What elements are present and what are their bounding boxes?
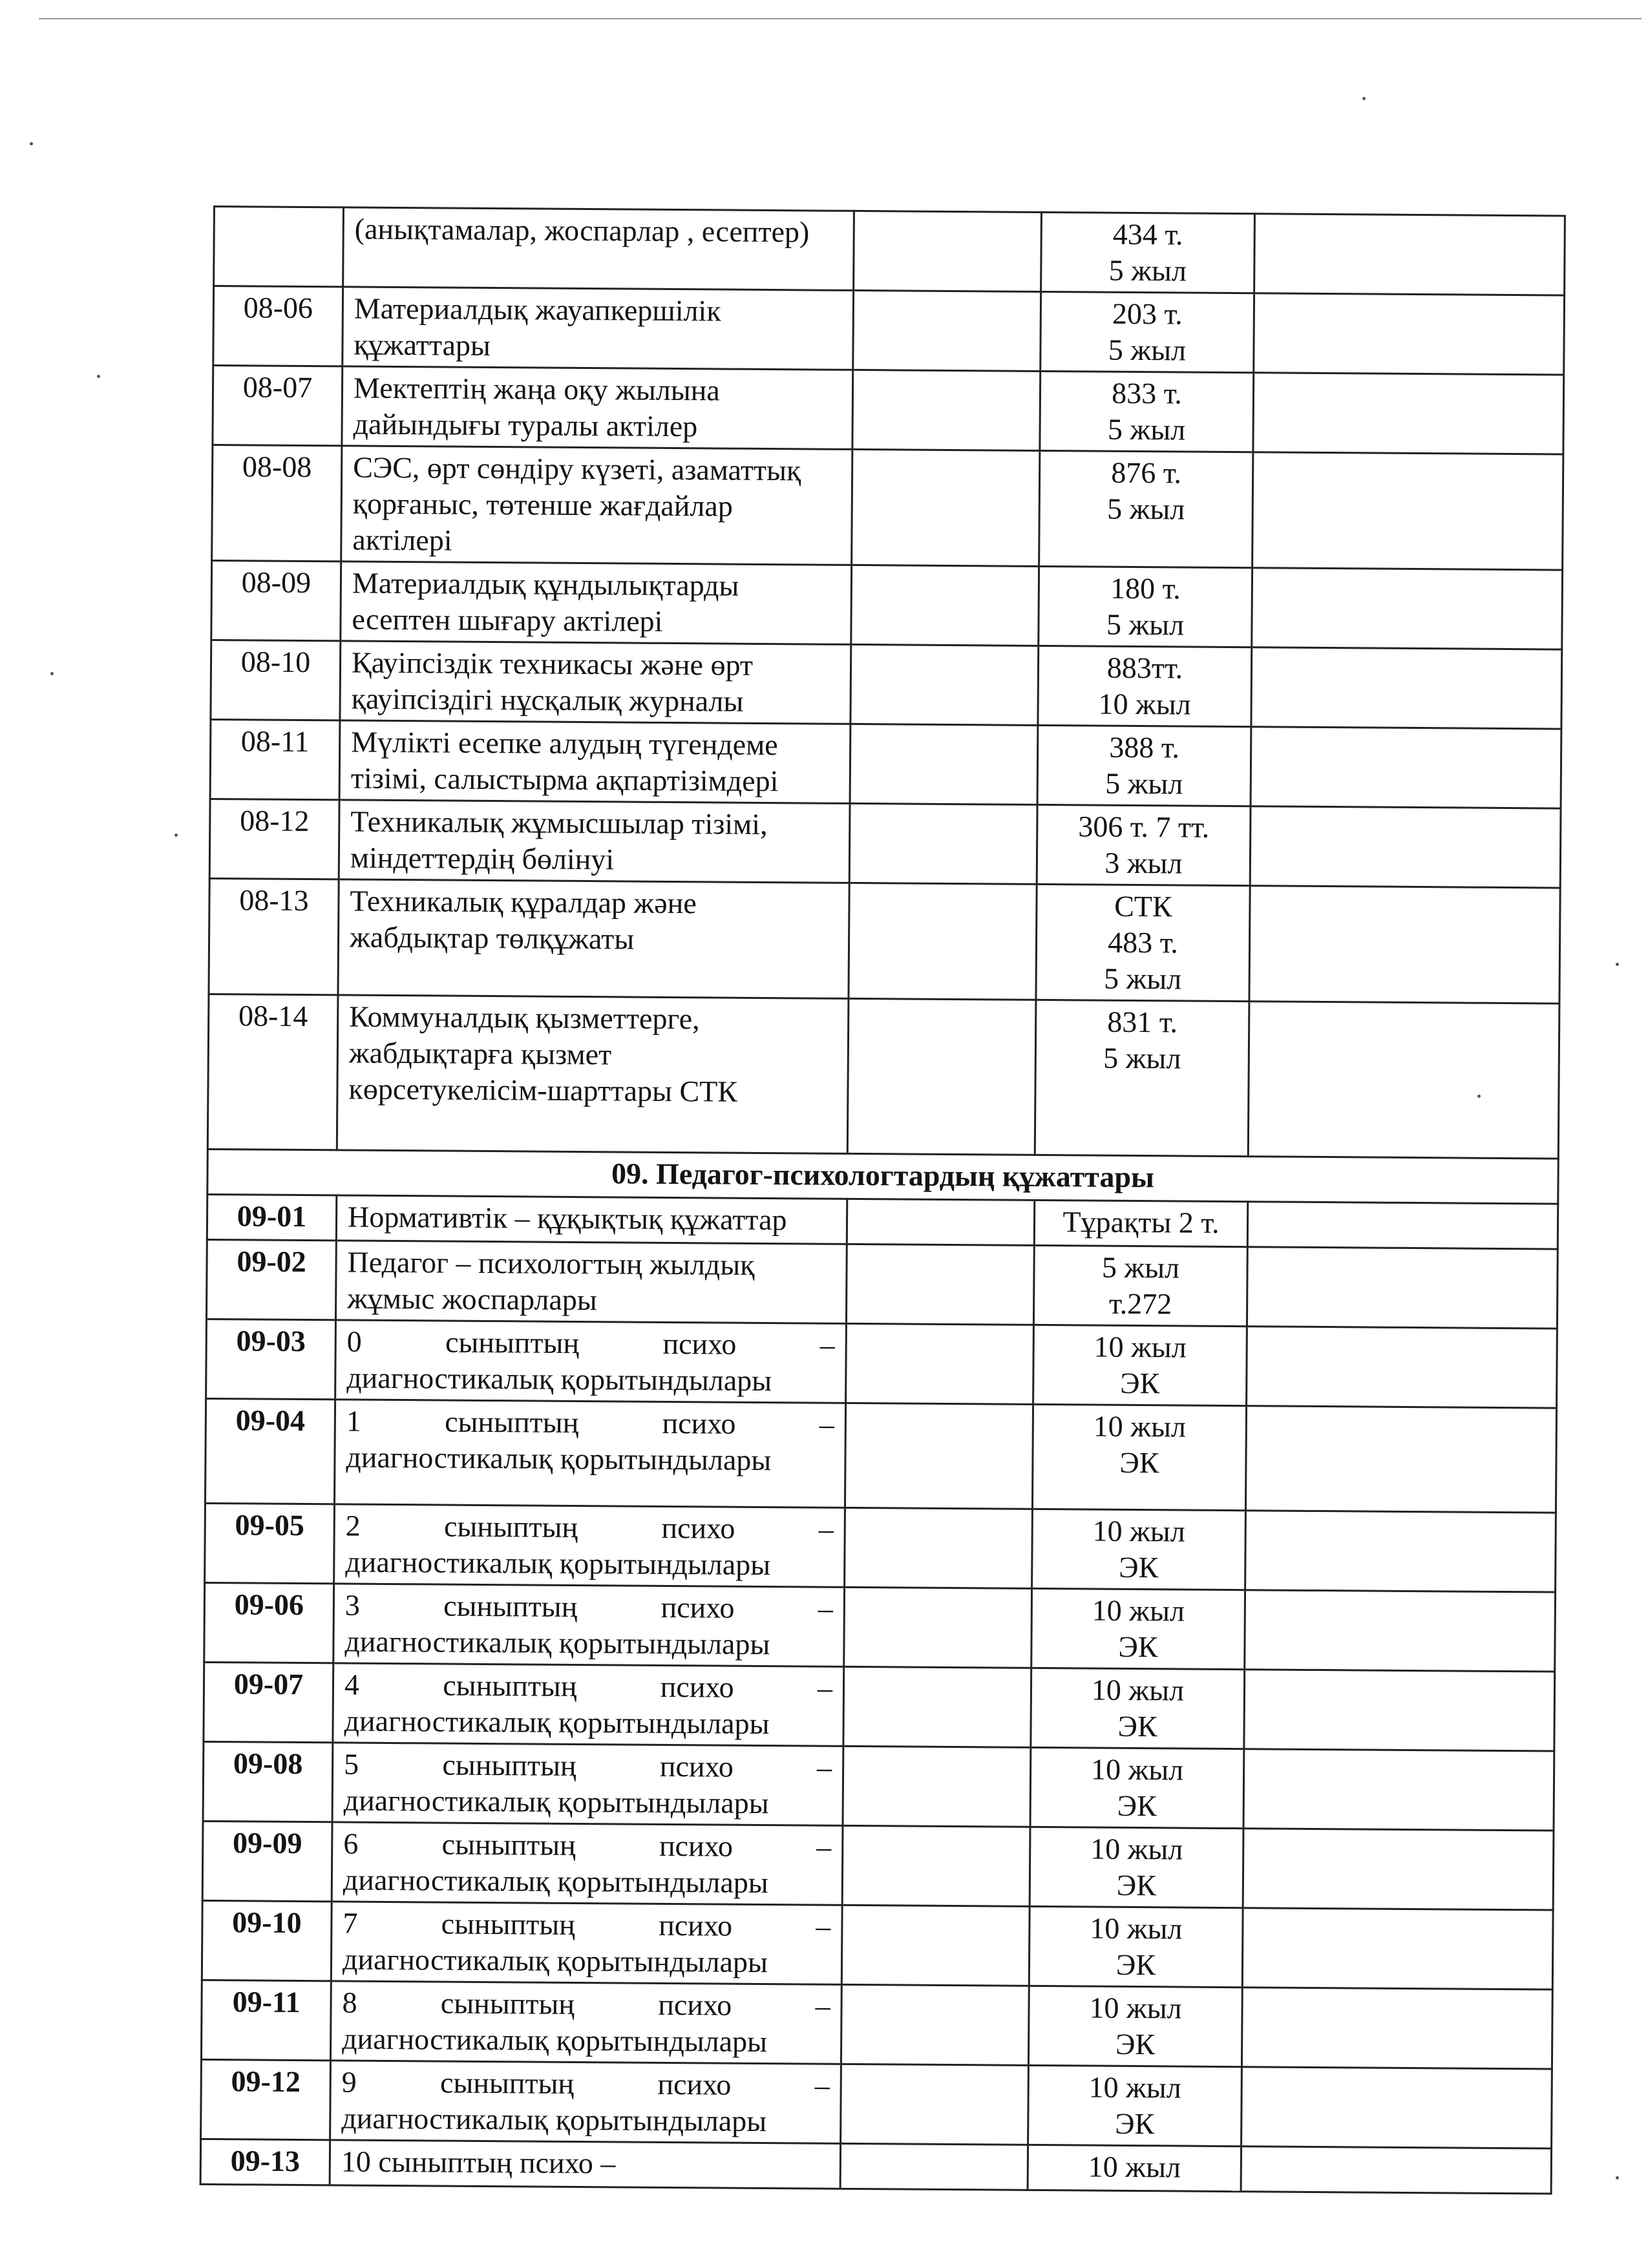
- copies-count-cell: [849, 883, 1037, 1000]
- table-row: [202, 1900, 1553, 1990]
- document-title-cell: [330, 2140, 840, 2189]
- document-title-line: есептен шығару актілері: [352, 602, 663, 638]
- copies-count-cell: [852, 370, 1041, 450]
- document-title-line: тізімі, салыстырма ақпартізімдері: [350, 761, 779, 798]
- retention-term-line: 388 т.: [1109, 730, 1180, 764]
- scan-speck: [97, 375, 100, 378]
- copies-count-cell: [845, 1403, 1033, 1509]
- retention-term-line: ЭК: [1117, 1709, 1157, 1743]
- notes-cell: [1247, 1202, 1558, 1249]
- table-row: [207, 994, 1559, 1159]
- copies-count-cell: [853, 290, 1041, 371]
- copies-count-cell: [840, 2143, 1028, 2190]
- retention-term-cell: [1041, 212, 1255, 293]
- notes-cell: [1241, 2147, 1551, 2194]
- index-code-cell: 09-11: [201, 1980, 331, 2060]
- document-title-line: Мүлікті есепке алудың түгендеме: [351, 725, 778, 762]
- notes-cell: [1243, 1749, 1554, 1831]
- table-row: [212, 445, 1563, 571]
- retention-term-cell: [1033, 1245, 1247, 1326]
- document-title-line: диагностикалық қорытындылары: [344, 1704, 770, 1741]
- document-title-cell: [342, 366, 853, 450]
- document-title-cell: [341, 446, 852, 565]
- retention-term-line: ЭК: [1115, 2106, 1155, 2141]
- retention-term-line: 10 жыл: [1089, 1991, 1182, 2025]
- document-title-line: жабдықтарға қызмет: [348, 1036, 612, 1071]
- retention-term-line: 5 жыл: [1105, 766, 1183, 801]
- retention-term-line: 10 жыл: [1093, 1330, 1187, 1364]
- document-title-line: 2 сыныптың психо –: [345, 1509, 834, 1546]
- index-code-cell: 08-13: [209, 878, 339, 994]
- document-title-line: диагностикалық қорытындылары: [341, 2101, 767, 2138]
- index-code-cell: 08-11: [210, 719, 340, 799]
- table-row: [209, 799, 1561, 888]
- retention-term-cell: [1039, 566, 1252, 647]
- document-title-line: Нормативтік – құқықтық құжаттар: [347, 1200, 787, 1237]
- document-title-line: 0 сыныптың психо –: [346, 1325, 835, 1361]
- index-code-cell: 08-12: [209, 799, 339, 879]
- document-title-line: 6 сыныптың психо –: [343, 1827, 832, 1864]
- document-title-line: Қауіпсіздік техникасы және өрт: [351, 646, 754, 682]
- document-title-line: көрсетукелісім-шарттары СТК: [348, 1072, 738, 1108]
- section-09-rows: [200, 1194, 1558, 2194]
- notes-cell: [1241, 1988, 1552, 2069]
- index-code-cell: 09-07: [204, 1662, 333, 1742]
- table-row: [204, 1582, 1556, 1672]
- document-title-line: Материалдық құндылықтарды: [352, 566, 739, 602]
- retention-term-line: т.272: [1108, 1286, 1172, 1321]
- retention-term-cell: [1028, 2145, 1241, 2191]
- copies-count-cell: [843, 1666, 1031, 1747]
- notes-cell: [1244, 1670, 1555, 1751]
- retention-term-cell: [1039, 450, 1253, 567]
- table-row: [201, 2059, 1552, 2148]
- copies-count-cell: [852, 449, 1040, 566]
- document-title-line: диагностикалық қорытындылары: [346, 1361, 772, 1398]
- index-code-cell: 08-09: [211, 560, 341, 640]
- document-title-cell: [332, 1822, 843, 1906]
- index-code-cell: 09-08: [203, 1741, 333, 1822]
- retention-term-line: 10 жыл: [1088, 2150, 1181, 2184]
- notes-cell: [1253, 373, 1564, 454]
- records-nomenclature-table: [200, 205, 1566, 2195]
- retention-term-line: 5 жыл: [1103, 961, 1182, 996]
- retention-term-line: ЭК: [1115, 1948, 1156, 1982]
- notes-cell: [1245, 1511, 1556, 1592]
- retention-term-line: 5 жыл: [1108, 333, 1187, 367]
- retention-term-cell: [1032, 1404, 1246, 1510]
- notes-cell: [1247, 1247, 1558, 1328]
- retention-term-cell: [1040, 371, 1254, 452]
- table-row: [202, 1821, 1554, 1910]
- document-title-line: СЭС, өрт сөндіру күзеті, азаматтық: [352, 450, 801, 487]
- document-title-cell: [333, 1663, 844, 1747]
- document-title-line: Педагог – психологтың жылдық: [347, 1245, 755, 1281]
- notes-cell: [1248, 1002, 1559, 1159]
- document-title-cell: [331, 1902, 842, 1985]
- table-row: [213, 286, 1565, 375]
- document-title-line: 10 сыныптың психо –: [341, 2145, 616, 2180]
- notes-cell: [1245, 1406, 1556, 1513]
- copies-count-cell: [847, 1199, 1034, 1245]
- index-code-cell: 09-09: [202, 1821, 332, 1901]
- index-code-cell: 09-04: [205, 1398, 335, 1504]
- notes-cell: [1254, 214, 1565, 295]
- retention-term-line: 180 т.: [1110, 571, 1181, 605]
- retention-term-cell: [1031, 1668, 1245, 1748]
- document-title-line: (анықтамалар, жоспарлар , есептер): [354, 212, 810, 249]
- index-code-cell: 09-03: [206, 1319, 336, 1399]
- notes-cell: [1254, 293, 1565, 375]
- retention-term-line: 5 жыл: [1101, 1250, 1180, 1285]
- retention-term-line: ЭК: [1115, 2027, 1156, 2061]
- retention-term-cell: [1033, 1325, 1247, 1405]
- retention-term-line: 3 жыл: [1104, 846, 1183, 880]
- notes-cell: [1252, 568, 1563, 649]
- retention-term-line: 883тт.: [1106, 651, 1183, 685]
- retention-term-cell: [1028, 1986, 1242, 2066]
- retention-term-line: 10 жыл: [1092, 1593, 1185, 1628]
- retention-term-line: 833 т.: [1112, 376, 1183, 410]
- copies-count-cell: [850, 644, 1039, 725]
- table-row: [205, 1503, 1556, 1592]
- document-title-cell: [343, 207, 854, 291]
- copies-count-cell: [842, 1825, 1030, 1906]
- index-code-cell: 09-05: [205, 1503, 335, 1583]
- table-row: [203, 1741, 1554, 1831]
- copies-count-cell: [841, 1905, 1030, 1986]
- retention-term-line: 10 жыл: [1092, 1514, 1185, 1548]
- document-title-cell: [332, 1743, 843, 1826]
- retention-term-cell: [1034, 1200, 1247, 1246]
- document-title-cell: [330, 2061, 841, 2144]
- retention-term-line: 5 жыл: [1103, 1041, 1181, 1075]
- retention-term-line: 831 т.: [1107, 1005, 1178, 1039]
- index-code-cell: 09-12: [201, 2059, 331, 2139]
- retention-term-line: 483 т.: [1108, 925, 1179, 960]
- index-code-cell: 08-10: [211, 640, 341, 720]
- copies-count-cell: [841, 2064, 1029, 2145]
- retention-term-line: ЭК: [1116, 1868, 1157, 1902]
- retention-term-line: Тұрақты 2 т.: [1062, 1205, 1220, 1239]
- copies-count-cell: [846, 1323, 1034, 1404]
- document-title-line: диагностикалық қорытындылары: [345, 1545, 771, 1582]
- document-title-line: Мектептің жаңа оқу жылына: [353, 371, 720, 407]
- document-title-line: құжаттары: [354, 328, 491, 362]
- retention-term-cell: [1035, 1000, 1249, 1156]
- retention-term-cell: [1037, 804, 1251, 885]
- retention-term-cell: [1038, 646, 1252, 726]
- retention-term-line: СТК: [1114, 889, 1172, 923]
- document-title-line: 1 сыныптың психо –: [346, 1404, 835, 1441]
- index-code-cell: 09-01: [207, 1194, 336, 1240]
- copies-count-cell: [846, 1244, 1034, 1325]
- index-code-cell: 09-10: [202, 1900, 332, 1980]
- index-code-cell: 09-06: [204, 1582, 334, 1663]
- index-code-cell: 08-14: [207, 994, 338, 1150]
- document-title-cell: [337, 995, 849, 1154]
- document-title-cell: [340, 641, 851, 724]
- document-title-line: диагностикалық қорытындылары: [342, 2022, 768, 2059]
- table-row: [214, 207, 1565, 296]
- retention-term-cell: [1028, 2065, 1242, 2146]
- document-title-line: 3 сыныптың психо –: [344, 1588, 834, 1625]
- document-title-cell: [335, 1241, 847, 1324]
- retention-term-line: 10 жыл: [1088, 2070, 1181, 2105]
- notes-cell: [1250, 806, 1561, 888]
- document-title-line: қорғаныс, төтенше жағдайлар: [352, 487, 733, 523]
- index-code-cell: 09-02: [206, 1239, 336, 1319]
- retention-term-line: 5 жыл: [1106, 607, 1185, 642]
- index-code-cell: 08-06: [213, 286, 343, 366]
- scan-speck: [30, 142, 33, 145]
- notes-cell: [1243, 1829, 1554, 1910]
- table-row: [206, 1319, 1558, 1408]
- document-title-line: Техникалық жұмысшылар тізімі,: [350, 804, 768, 841]
- document-title-cell: [336, 1195, 847, 1244]
- notes-cell: [1241, 2067, 1552, 2148]
- document-title-cell: [339, 800, 850, 883]
- document-title-line: Коммуналдық қызметтерге,: [349, 1000, 700, 1036]
- document-title-cell: [334, 1400, 845, 1508]
- retention-term-line: 10 жыл: [1093, 1409, 1187, 1444]
- retention-term-line: 306 т. 7 тт.: [1078, 810, 1210, 844]
- table-row: [210, 719, 1561, 808]
- document-title-cell: [341, 562, 852, 645]
- scan-speck: [50, 672, 54, 675]
- table-row: [209, 878, 1560, 1003]
- copies-count-cell: [843, 1746, 1031, 1827]
- retention-term-line: 10 жыл: [1090, 1911, 1183, 1946]
- document-title-line: диагностикалық қорытындылары: [343, 1863, 768, 1900]
- retention-term-line: 10 жыл: [1090, 1832, 1183, 1866]
- document-title-line: 8 сыныптың психо –: [342, 1986, 830, 2022]
- retention-term-line: 5 жыл: [1107, 492, 1185, 526]
- document-title-line: 5 сыныптың психо –: [343, 1747, 832, 1784]
- scan-speck: [174, 834, 178, 837]
- retention-term-cell: [1029, 1906, 1243, 1987]
- document-title-line: диагностикалық қорытындылары: [342, 1942, 768, 1979]
- document-title-line: актілері: [352, 523, 452, 557]
- index-code-cell: 08-07: [213, 366, 343, 446]
- index-code-cell: [214, 207, 344, 287]
- document-title-line: Техникалық құралдар және: [350, 884, 697, 920]
- scan-speck: [1616, 2176, 1619, 2179]
- document-title-line: жұмыс жоспарлары: [347, 1281, 597, 1317]
- document-title-line: міндеттердің бөлінуі: [350, 841, 615, 876]
- document-title-cell: [335, 1320, 847, 1403]
- document-title-line: диагностикалық қорытындылары: [344, 1624, 770, 1661]
- scan-speck: [1362, 97, 1366, 100]
- table-row: [204, 1662, 1555, 1751]
- notes-cell: [1249, 886, 1560, 1003]
- document-title-line: жабдықтар төлқұжаты: [349, 920, 635, 956]
- notes-cell: [1247, 1327, 1558, 1408]
- retention-term-line: ЭК: [1119, 1550, 1159, 1584]
- retention-term-cell: [1036, 884, 1250, 1001]
- notes-cell: [1252, 452, 1563, 570]
- retention-term-cell: [1030, 1827, 1243, 1907]
- document-title-line: 4 сыныптың психо –: [344, 1668, 833, 1705]
- index-code-cell: 09-13: [200, 2139, 330, 2185]
- table-row: [206, 1239, 1558, 1328]
- copies-count-cell: [844, 1587, 1032, 1668]
- scan-speck: [1616, 963, 1619, 966]
- copies-count-cell: [845, 1507, 1033, 1588]
- retention-term-line: 10 жыл: [1091, 1673, 1185, 1707]
- retention-term-line: 5 жыл: [1107, 412, 1186, 446]
- section-08-rows: [207, 207, 1565, 1159]
- retention-term-cell: [1030, 1747, 1244, 1828]
- document-title-cell: [343, 287, 854, 370]
- document-title-cell: [334, 1504, 845, 1588]
- retention-term-line: 10 жыл: [1098, 687, 1191, 721]
- copies-count-cell: [850, 724, 1038, 804]
- retention-term-line: ЭК: [1120, 1366, 1160, 1400]
- table-row: [211, 560, 1563, 649]
- retention-term-line: 876 т.: [1111, 456, 1182, 490]
- copies-count-cell: [854, 211, 1042, 291]
- copies-count-cell: [851, 565, 1039, 646]
- retention-term-line: 5 жыл: [1108, 253, 1187, 288]
- retention-term-line: ЭК: [1117, 1789, 1157, 1823]
- table-row: [211, 640, 1562, 729]
- index-code-cell: 08-08: [212, 445, 342, 562]
- document-title-cell: [339, 720, 850, 804]
- table-row: [205, 1398, 1556, 1513]
- notes-cell: [1251, 647, 1562, 729]
- document-title-line: 7 сыныптың психо –: [343, 1906, 831, 1943]
- retention-term-cell: [1032, 1509, 1246, 1590]
- retention-term-cell: [1031, 1588, 1245, 1669]
- notes-cell: [1242, 1908, 1553, 1990]
- document-title-line: диагностикалық қорытындылары: [343, 1783, 769, 1820]
- document-title-cell: [330, 1981, 841, 2064]
- document-title-line: қауіпсіздігі нұсқалық журналы: [351, 682, 744, 718]
- copies-count-cell: [849, 803, 1037, 884]
- notes-cell: [1245, 1590, 1556, 1672]
- document-title-line: дайындығы туралы актілер: [353, 407, 698, 443]
- retention-term-line: 203 т.: [1112, 297, 1183, 331]
- document-title-line: 9 сыныптың психо –: [341, 2065, 830, 2102]
- table-row: [201, 1980, 1552, 2069]
- copies-count-cell: [841, 1984, 1029, 2065]
- document-title-cell: [338, 879, 849, 999]
- section-heading: 09. Педагог-психологтардың құжаттары: [207, 1149, 1558, 1204]
- retention-term-cell: [1041, 291, 1254, 372]
- retention-term-cell: [1037, 725, 1251, 806]
- retention-term-line: 10 жыл: [1090, 1752, 1184, 1787]
- document-title-line: Материалдық жауапкершілік: [354, 291, 721, 328]
- document-title-cell: [333, 1584, 845, 1667]
- retention-term-line: ЭК: [1119, 1445, 1159, 1480]
- document-title-line: диагностикалық қорытындылары: [346, 1440, 772, 1477]
- table-row: [200, 2139, 1551, 2194]
- retention-term-line: 434 т.: [1112, 217, 1183, 251]
- scan-top-edge-line: [39, 18, 1642, 19]
- copies-count-cell: [847, 998, 1036, 1155]
- table-row: [213, 366, 1564, 455]
- notes-cell: [1251, 727, 1561, 808]
- retention-term-line: ЭК: [1118, 1630, 1158, 1664]
